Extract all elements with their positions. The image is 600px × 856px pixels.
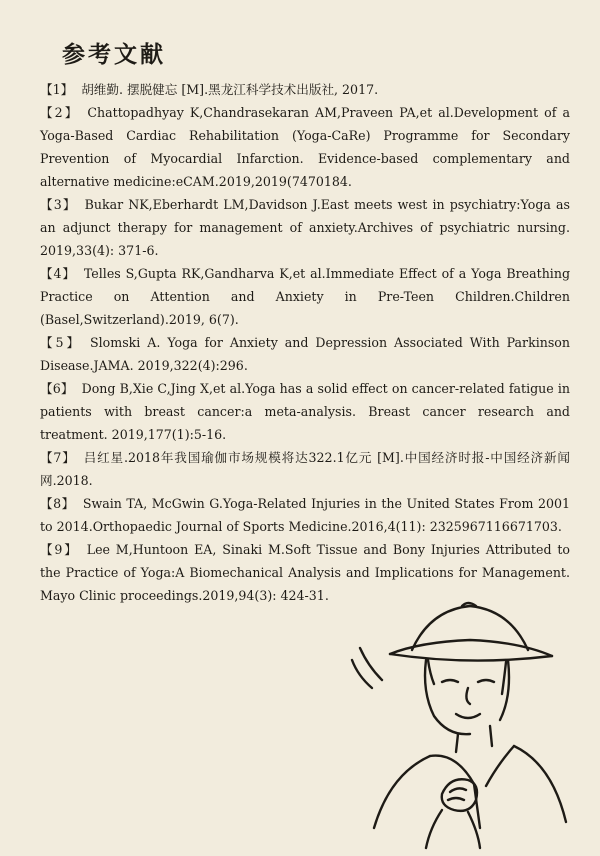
reference-text: 吕红星.2018年我国瑜伽市场规模将达322.1亿元 [M].中国经济时报-中国经济新闻网.2018.	[40, 450, 571, 488]
person-with-straw-hat-illustration	[330, 596, 590, 856]
reference-list	[40, 78, 570, 607]
reference-item-4	[40, 262, 570, 331]
reference-item-6	[40, 377, 570, 446]
reference-text: Telles S,Gupta RK,Gandharva K,et al.Immediate Effect of a Yoga Breathing Practice on Attention and Anxiety in Pre-Teen Children.Children (Basel,Switzerland).2019, 6(7).	[40, 266, 570, 327]
reference-number: 【2】	[40, 105, 80, 120]
reference-text: Lee M,Huntoon EA, Sinaki M.Soft Tissue and Bony Injuries Attributed to the Practice of Yoga:A Biomechanical Analysis and Implications for Management. Mayo Clinic proceedings.2019,94(3): 424-31.	[40, 542, 570, 603]
speech-mark-line	[360, 648, 382, 680]
reference-item-3	[40, 193, 570, 262]
reference-text: Chattopadhyay K,Chandrasekaran AM,Praveen PA,et al.Development of a Yoga-Based Cardiac Rehabilitation (Yoga-CaRe) Programme for Secondary Prevention of Myocardial Infarction. Evidence-based complementary and alternative medicine:eCAM.2019,2019(7470184.	[40, 105, 570, 189]
reference-item-5	[40, 331, 570, 377]
reference-number: 【4】	[40, 266, 76, 281]
reference-number: 【8】	[40, 496, 75, 511]
reference-item-1	[40, 78, 570, 101]
reference-item-7	[40, 446, 570, 492]
reference-text: Dong B,Xie C,Jing X,et al.Yoga has a solid effect on cancer-related fatigue in patients with breast cancer:a meta-analysis. Breast cancer research and treatment. 2019,177(1):5-16.	[40, 381, 571, 442]
reference-number: 【5】	[40, 335, 83, 350]
reference-number: 【3】	[40, 197, 77, 212]
reference-item-2	[40, 101, 570, 193]
reference-item-8	[40, 492, 570, 538]
reference-number: 【7】	[40, 450, 76, 465]
reference-text: Swain TA, McGwin G.Yoga-Related Injuries in the United States From 2001 to 2014.Orthopaedic Journal of Sports Medicine.2016,4(11): 2325967116671703.	[40, 496, 570, 534]
reference-text: Slomski A. Yoga for Anxiety and Depression Associated With Parkinson Disease.JAMA. 2019,322(4):296.	[40, 335, 570, 373]
reference-text: 胡维勤. 摆脱健忘 [M].黑龙江科学技术出版社, 2017.	[81, 82, 379, 97]
reference-number: 【9】	[40, 542, 79, 557]
reference-number: 【1】	[40, 82, 74, 97]
reference-number: 【6】	[40, 381, 74, 396]
reference-text: Bukar NK,Eberhardt LM,Davidson J.East meets west in psychiatry:Yoga as an adjunct therapy for management of anxiety.Archives of psychiatric nursing. 2019,33(4): 371-6.	[40, 197, 571, 258]
page-title: 参考文献	[62, 41, 166, 68]
